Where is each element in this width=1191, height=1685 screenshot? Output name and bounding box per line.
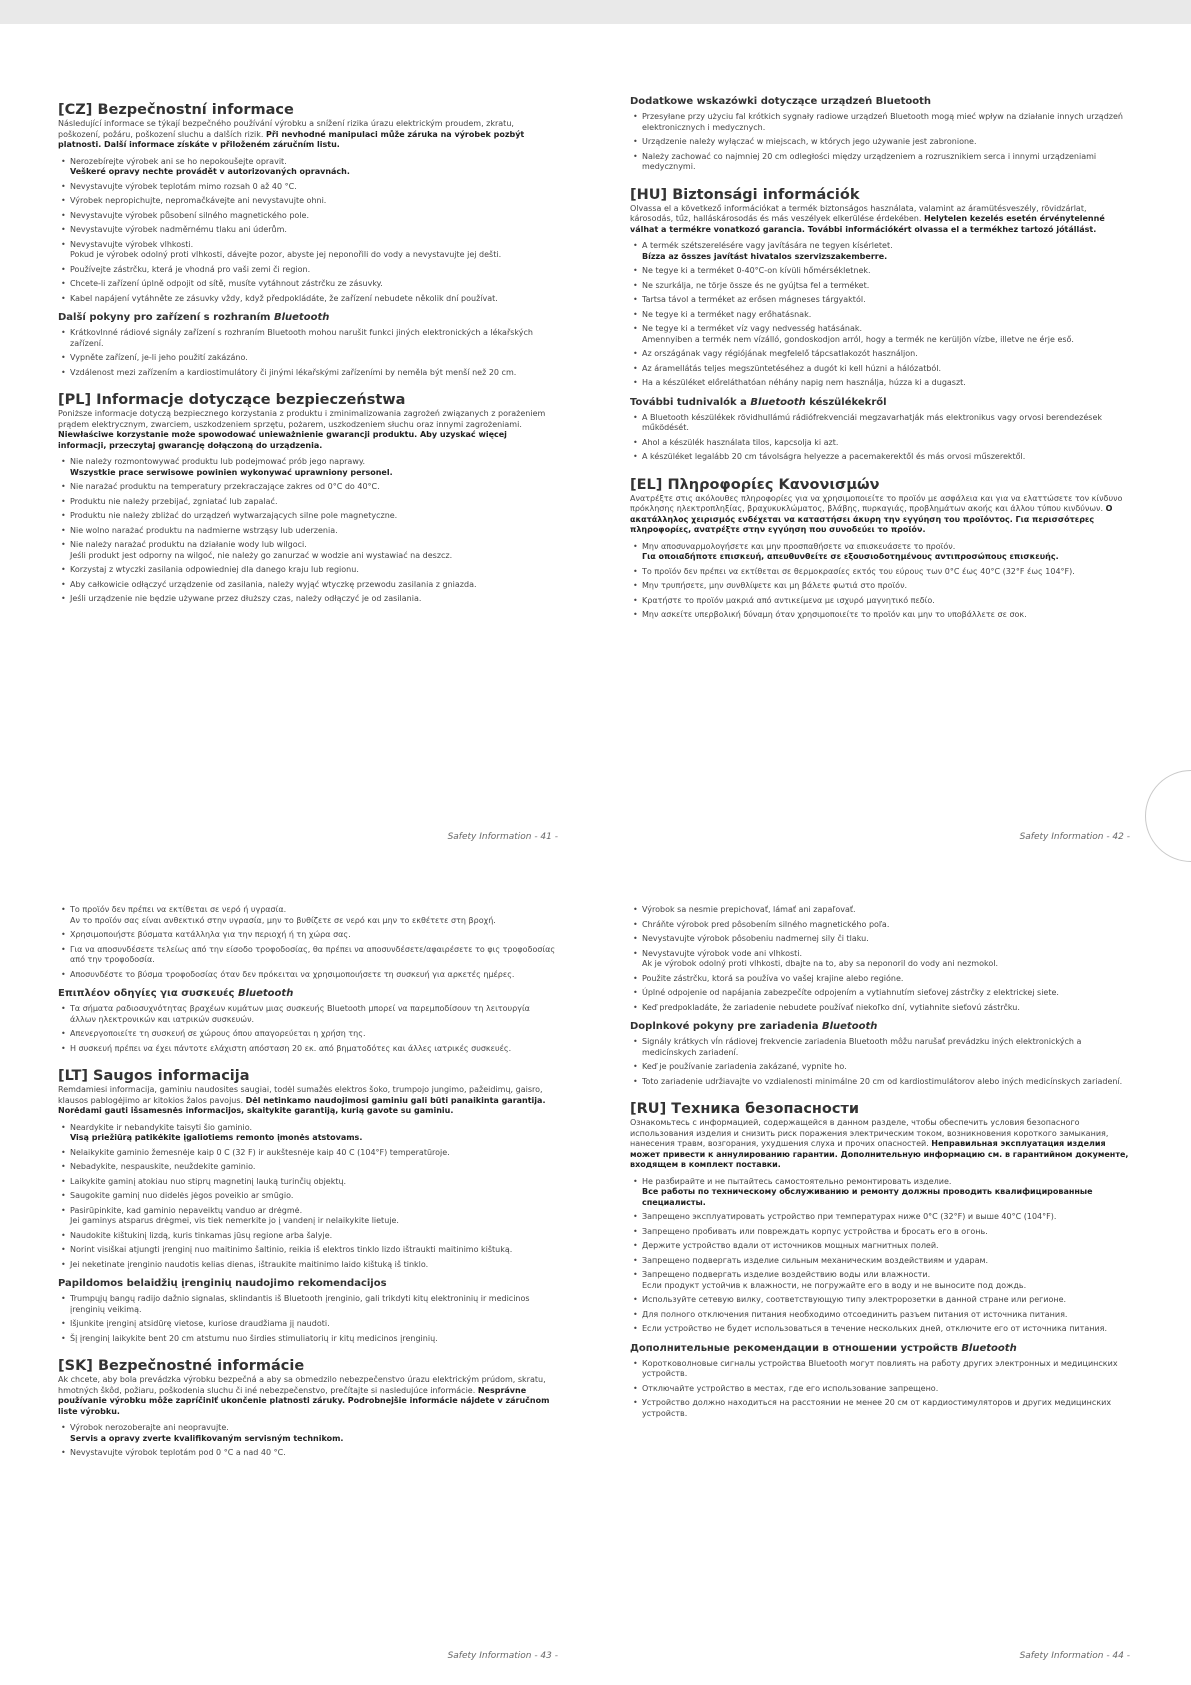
list-item-text: Nie należy rozmontowywać produktu lub podejmować prób jego naprawy. xyxy=(70,457,366,466)
list-item-text: Nevystavujte výrobek nadměrnému tlaku ani úderům. xyxy=(70,225,287,234)
list-item-emphasis: Servis a opravy zverte kvalifikovaným servisným technikom. xyxy=(70,1433,344,1443)
list-item xyxy=(70,1148,558,1159)
subsection-heading-brand: Bluetooth xyxy=(961,1342,1017,1354)
list-item-text: Kabel napájení vytáhněte ze zásuvky vždy, když předpokládáte, že zařízení nebudete několik dní používat. xyxy=(70,293,498,303)
list-item-emphasis: Visą priežiūrą patikėkite įgaliotiems remonto įmonės atstovams. xyxy=(70,1133,363,1142)
section-intro xyxy=(58,1375,558,1417)
section-intro-text: Ανατρέξτε στις ακόλουθες πληροφορίες για να χρησιμοποιείτε το προϊόν με ασφάλεια και για να ελαττώσετε τον κίνδυνο πρόκλησης ηλεκτροπληξίας, βραχυκυκλώματος, βλάβης, πυρκαγιάς, προβλημάτων ακοής και άλλου τύπου κινδύνων. xyxy=(630,493,1123,513)
list-item-text: Signály krátkych vĺn rádiovej frekvencie zariadenia Bluetooth môžu narušať prevádzku iných elektronických a medicínskych zariadení. xyxy=(642,1037,1082,1057)
list-item-text: Не разбирайте и не пытайтесь самостоятельно ремонтировать изделие. xyxy=(642,1176,952,1186)
list-item xyxy=(642,1177,1130,1209)
bullet-list xyxy=(630,1037,1130,1087)
list-item-emphasis: Все работы по техническому обслуживанию и ремонту должны проводить квалифицированные специалисты. xyxy=(642,1187,1093,1207)
list-item-text: Výrobok sa nesmie prepichovať, lámať ani zapaľovať. xyxy=(642,905,856,914)
list-item xyxy=(70,294,558,305)
list-item-text: A termék szétszerelésére vagy javítására ne tegyen kísérletet. xyxy=(642,241,893,250)
list-item xyxy=(642,1241,1130,1252)
list-item-note: Amennyiben a termék nem vízálló, gondoskodjon arról, hogy a termék ne kerüljön vízbe, illetve ne érje eső. xyxy=(642,334,1074,344)
section-intro-warning: Při nevhodné manipulaci může záruka na výrobek pozbýt platnosti. Další informace získáte v přiloženém záručním listu. xyxy=(58,129,525,149)
list-item xyxy=(70,482,558,493)
list-item xyxy=(70,1319,558,1330)
section-intro-warning: Неправильная эксплуатация изделия может привести к аннулированию гарантии. Дополнительную информацию см. в гарантийном документе, входящем в комплект поставки. xyxy=(630,1139,1129,1169)
bullet-list xyxy=(58,457,558,605)
list-item-text: Μην αποσυναρμολογήσετε και μην προσπαθήσετε να επισκευάσετε το προϊόν. xyxy=(642,541,956,551)
list-item xyxy=(642,596,1130,607)
section-intro-warning: Nesprávne používanie výrobku môže zapríčiniť ukončenie platnosti záruky. Podrobnejšie informácie nájdete v záručnom liste výrobku. xyxy=(58,1385,550,1416)
subsection-heading-text: Doplnkové pokyny pre zariadenia xyxy=(630,1021,819,1032)
list-item xyxy=(642,974,1130,985)
list-item-text: Коротковолновые сигналы устройства Bluetooth могут повлиять на работу других электронных и медицинских устройств. xyxy=(642,1358,1118,1378)
list-item-text: Aby całkowicie odłączyć urządzenie od zasilania, należy wyjąć wtyczkę przewodu zasilania z gniazda. xyxy=(70,579,477,589)
subsection-heading-brand: Bluetooth xyxy=(750,396,806,408)
list-item-text: Laikykite gaminį atokiau nuo stiprų magnetinį lauką turinčių objektų. xyxy=(70,1176,347,1186)
list-item xyxy=(70,196,558,207)
list-item-text: Nevystavujte výrobok vode ani vlhkosti. xyxy=(642,948,803,958)
bullet-list xyxy=(630,905,1130,1013)
list-item xyxy=(70,1004,558,1025)
subsection-heading-text: Další pokyny pro zařízení s rozhraním xyxy=(58,312,271,323)
list-item-text: Αποσυνδέστε το βύσμα τροφοδοσίας όταν δεν πρόκειται να χρησιμοποιήσετε τη συσκευή για αρκετές ημέρες. xyxy=(70,969,515,979)
list-item xyxy=(70,279,558,290)
footer-page-41: Safety Information - 41 - xyxy=(447,832,558,842)
list-item-text: Az áramellátás teljes megszüntetéséhez a dugót ki kell húzni a hálózatból. xyxy=(642,363,942,373)
list-item-text: Устройство должно находиться на расстоянии не менее 20 см от кардиостимуляторов и других медицинских устройств. xyxy=(642,1398,1112,1418)
list-item-text: Korzystaj z wtyczki zasilania odpowiedniej dla danego kraju lub regionu. xyxy=(70,565,359,574)
list-item xyxy=(70,182,558,193)
list-item-text: Produktu nie należy zbliżać do urządzeń wytwarzających silne pole magnetyczne. xyxy=(70,511,398,520)
list-item-text: Nie narażać produktu na temperatury przekraczające zakres od 0°C do 40°C. xyxy=(70,482,380,491)
bullet-list xyxy=(58,157,558,305)
list-item xyxy=(642,1398,1130,1419)
list-item-text: Použite zástrčku, ktorá sa používa vo vašej krajine alebo regióne. xyxy=(642,973,904,983)
list-item-text: Saugokite gaminį nuo didelės jėgos poveikio ar smūgio. xyxy=(70,1191,294,1200)
list-item-text: Nie wolno narażać produktu na nadmierne wstrząsy lub uderzenia. xyxy=(70,525,338,535)
list-item xyxy=(642,1212,1130,1223)
bullet-list xyxy=(58,328,558,378)
bullet-list xyxy=(630,413,1130,463)
section-heading: [EL] Πληροφορίες Κανονισμών xyxy=(630,476,880,493)
list-item xyxy=(70,594,558,605)
list-item-text: Przesyłane przy użyciu fal krótkich sygnały radiowe urządzeń Bluetooth mogą mieć wpływ na działanie innych urządzeń elektronicznych i medycznych. xyxy=(642,112,1123,132)
list-item xyxy=(70,905,558,926)
list-item-text: Šį įrenginį laikykite bent 20 cm atstumu nuo širdies stimuliatorių ir kitų medicinos įrenginių. xyxy=(70,1333,438,1343)
list-item xyxy=(70,1245,558,1256)
list-item xyxy=(70,240,558,261)
list-item-text: Τα σήματα ραδιοσυχνότητας βραχέων κυμάτων μιας συσκευής Bluetooth μπορεί να παρεμποδίσουν τη λειτουργία άλλων ηλεκτρονικών και ιατρικών συσκευών. xyxy=(70,1004,530,1024)
footer-page-42: Safety Information - 42 - xyxy=(1019,832,1130,842)
bullet-list xyxy=(58,1294,558,1344)
section-intro xyxy=(58,409,558,451)
list-item xyxy=(70,1294,558,1315)
list-item-text: Išjunkite įrenginį atsidūrę vietose, kuriose draudžiama jį naudoti. xyxy=(70,1319,330,1328)
list-item xyxy=(70,526,558,537)
list-item-text: Для полного отключения питания необходимо отсоединить разъем питания от источника питания. xyxy=(642,1309,1068,1319)
list-item xyxy=(642,281,1130,292)
subsection-heading-text: Dodatkowe wskazówki dotyczące urządzeń Bluetooth xyxy=(630,96,932,107)
page-43 xyxy=(58,905,558,1605)
list-item-text: Nelaikykite gaminio žemesnėje kaip 0 C (32 F) ir aukštesnėje kaip 40 C (104°F) temperatūroje. xyxy=(70,1147,450,1157)
section-heading: [CZ] Bezpečnostní informace xyxy=(58,102,294,118)
list-item xyxy=(70,1206,558,1227)
list-item-text: Nevystavujte výrobek vlhkosti. xyxy=(70,239,194,249)
section-intro-text: Olvassa el a következő információkat a termék biztonságos használata, valamint az áramütésveszély, rövidzárlat, károsodás, tűz, halláskárosodás és más veszélyek elkerülése érdekében. xyxy=(630,203,1087,223)
list-item-text: Κρατήστε το προϊόν μακριά από αντικείμενα με ισχυρό μαγνητικό πεδίο. xyxy=(642,595,935,605)
list-item xyxy=(642,1384,1130,1395)
list-item xyxy=(642,349,1130,360)
list-item-text: Nebadykite, nespauskite, neuždekite gaminio. xyxy=(70,1162,256,1171)
subsection-heading-text: További tudnivalók a xyxy=(630,396,747,408)
subsection-heading-text: Papildomos belaidžių įrenginių naudojimo rekomendacijos xyxy=(58,1278,387,1289)
list-item-text: Krátkovlnné rádiové signály zařízení s rozhraním Bluetooth mohou narušit funkci jiných elektronických a lékařských zařízení. xyxy=(70,328,533,348)
list-item-text: Urządzenie należy wyłączać w miejscach, w których jego używanie jest zabronione. xyxy=(642,137,977,146)
list-item xyxy=(70,211,558,222)
list-item xyxy=(642,610,1130,621)
list-item-text: Запрещено подвергать изделие воздействию воды или влажности. xyxy=(642,1270,931,1279)
list-item xyxy=(642,452,1130,463)
list-item-text: Используйте сетевую вилку, соответствующую типу электророзетки в данной стране или регионе. xyxy=(642,1295,1067,1304)
subsection-heading xyxy=(630,96,1130,108)
list-item xyxy=(642,988,1130,999)
list-item xyxy=(642,542,1130,563)
list-item-text: Ne tegye ki a terméket 0-40°C-on kívüli hőmérsékletnek. xyxy=(642,266,871,275)
list-item-note: Jeśli produkt jest odporny na wilgoć, nie należy go zanurzać w wodzie ani wystawiać na deszcz. xyxy=(70,550,453,560)
list-item xyxy=(70,225,558,236)
list-item xyxy=(642,567,1130,578)
subsection-heading xyxy=(58,312,558,324)
section-intro-text: Poniższe informacje dotyczą bezpiecznego korzystania z produktu i zminimalizowania zagrożeń związanych z porażeniem prądem elektrycznym, zwarciem, uszkodzeniem sprzętu, pożarem, uszkodzeniem słuchu oraz innymi zagrożeniami. xyxy=(58,409,546,429)
list-item xyxy=(70,457,558,478)
bullet-list xyxy=(58,905,558,980)
list-item-text: Запрещено пробивать или повреждать корпус устройства и бросать его в огонь. xyxy=(642,1226,988,1236)
list-item xyxy=(642,920,1130,931)
list-item-text: Výrobok nerozoberajte ani neopravujte. xyxy=(70,1423,229,1432)
list-item xyxy=(70,1334,558,1345)
list-item-text: A készüléket legalább 20 cm távolságra helyezze a pacemakerektől és más orvosi műszerektől. xyxy=(642,452,1026,461)
list-item-text: Если устройство не будет использоваться в течение нескольких дней, отключите его от источника питания. xyxy=(642,1324,1108,1333)
list-item-text: Μην τρυπήσετε, μην συνθλίψετε και μη βάλετε φωτιά στο προϊόν. xyxy=(642,581,908,590)
list-item xyxy=(642,949,1130,970)
bullet-list xyxy=(630,542,1130,621)
section-intro xyxy=(58,1085,558,1117)
list-item-note: Pokud je výrobek odolný proti vlhkosti, dávejte pozor, abyste jej neponořili do vody a nevystavujte jej dešti. xyxy=(70,250,502,259)
list-item xyxy=(642,112,1130,133)
list-item xyxy=(642,1310,1130,1321)
list-item xyxy=(642,1295,1130,1306)
margin-stamp-mark xyxy=(1145,770,1191,862)
list-item xyxy=(642,1003,1130,1014)
list-item-text: Jei neketinate įrenginio naudotis kelias dienas, ištraukite maitinimo laido kištuką iš tinklo. xyxy=(70,1259,429,1269)
list-item-text: Jeśli urządzenie nie będzie używane przez dłuższy czas, należy odłączyć je od zasilania. xyxy=(70,594,422,603)
list-item-text: Απενεργοποιείτε τη συσκευή σε χώρους όπου απαγορεύεται η χρήση της. xyxy=(70,1029,366,1038)
list-item xyxy=(70,265,558,276)
list-item-text: A Bluetooth készülékek rövidhullámú rádiófrekvenciái megzavarhatják más elektronikus vagy orvosi berendezések működését. xyxy=(642,412,1103,432)
list-item xyxy=(642,152,1130,173)
list-item-emphasis: Για οποιαδήποτε επισκευή, απευθυνθείτε σε εξουσιοδοτημένους αντιπροσώπους επισκευής. xyxy=(642,552,1059,561)
list-item-text: Отключайте устройство в местах, где его использование запрещено. xyxy=(642,1383,939,1393)
list-item-text: Keď je používanie zariadenia zakázané, vypnite ho. xyxy=(642,1062,847,1071)
list-item-text: Tartsa távol a terméket az erősen mágneses tárgyaktól. xyxy=(642,295,866,304)
list-item xyxy=(642,413,1130,434)
list-item xyxy=(642,438,1130,449)
section-heading: [LT] Saugos informacija xyxy=(58,1068,250,1084)
list-item xyxy=(70,497,558,508)
subsection-heading-text: Дополнительные рекомендации в отношении устройств xyxy=(630,1342,958,1354)
list-item-text: Toto zariadenie udržiavajte vo vzdialenosti minimálne 20 cm od kardiostimulátorov alebo iných medicínskych zariadení. xyxy=(642,1076,1123,1086)
list-item-text: Nevystavujte výrobok pôsobeniu nadmernej sily či tlaku. xyxy=(642,934,869,943)
list-item xyxy=(70,930,558,941)
list-item xyxy=(70,353,558,364)
bullet-list xyxy=(58,1423,558,1459)
list-item xyxy=(642,364,1130,375)
section-intro xyxy=(630,1118,1130,1171)
list-item-text: Το προϊόν δεν πρέπει να εκτίθεται σε νερό ή υγρασία. xyxy=(70,905,287,914)
list-item xyxy=(642,241,1130,262)
subsection-heading xyxy=(58,1278,558,1290)
list-item xyxy=(70,157,558,178)
list-item-text: Chráňte výrobok pred pôsobením silného magnetického poľa. xyxy=(642,919,890,929)
section-intro xyxy=(630,494,1130,536)
list-item-text: Produktu nie należy przebijać, zgniatać lub zapalać. xyxy=(70,496,278,506)
list-item xyxy=(70,328,558,349)
list-item xyxy=(642,137,1130,148)
list-item-text: Az országának vagy régiójának megfelelő tápcsatlakozót használjon. xyxy=(642,349,918,358)
list-item xyxy=(642,1077,1130,1088)
list-item-text: Ahol a készülék használata tilos, kapcsolja ki azt. xyxy=(642,437,839,447)
subsection-heading xyxy=(630,1343,1130,1355)
list-item-text: Keď predpokladáte, že zariadenie nebudete používať niekoľko dní, vytiahnite sieťovú zástrčku. xyxy=(642,1002,1020,1012)
list-item xyxy=(70,1029,558,1040)
list-item-text: Μην ασκείτε υπερβολική δύναμη όταν χρησιμοποιείτε το προϊόν και μην το υποβάλλετε σε σοκ. xyxy=(642,610,1027,619)
list-item-text: Ne tegye ki a terméket nagy erőhatásnak. xyxy=(642,309,812,319)
bullet-list xyxy=(58,1123,558,1271)
list-item-text: Запрещено подвергать изделие сильным механическим воздействиям и ударам. xyxy=(642,1255,989,1265)
list-item-text: Vzdálenost mezi zařízením a kardiostimulátory či jinými lékařskými zařízeními by neměla být menší než 20 cm. xyxy=(70,367,517,377)
list-item xyxy=(642,378,1130,389)
list-item-note: Если продукт устойчив к влажности, не погружайте его в воду и не выносите под дождь. xyxy=(642,1280,1027,1290)
list-item xyxy=(70,1448,558,1459)
list-item xyxy=(70,1423,558,1444)
list-item-text: Η συσκευή πρέπει να έχει πάντοτε ελάχιστη απόσταση 20 εκ. από βηματοδότες και άλλες ιατρικές συσκευές. xyxy=(70,1043,512,1053)
bullet-list xyxy=(630,1177,1130,1335)
list-item xyxy=(642,1256,1130,1267)
section-heading: [RU] Техника безопасности xyxy=(630,1101,860,1117)
list-item-note: Ak je výrobok odolný proti vlhkosti, dbajte na to, aby sa neponoril do vody ani nezmokol. xyxy=(642,959,998,968)
list-item-text: Norint visiškai atjungti įrenginį nuo maitinimo šaltinio, reikia iš elektros tinklo lizdo ištraukti maitinimo kištuką. xyxy=(70,1245,513,1254)
list-item-text: Naudokite kištukinį lizdą, kuris tinkamas jūsų regione arba šalyje. xyxy=(70,1230,333,1240)
list-item xyxy=(642,1037,1130,1058)
list-item-text: Держите устройство вдали от источников мощных магнитных полей. xyxy=(642,1241,939,1250)
list-item-emphasis: Wszystkie prace serwisowe powinien wykonywać uprawniony personel. xyxy=(70,467,393,477)
list-item-text: Ne tegye ki a terméket víz vagy nedvesség hatásának. xyxy=(642,324,863,333)
scan-top-edge xyxy=(0,0,1191,24)
list-item xyxy=(70,1044,558,1055)
bullet-list xyxy=(630,1359,1130,1420)
list-item xyxy=(642,1227,1130,1238)
list-item-note: Αν το προϊόν σας είναι ανθεκτικό στην υγρασία, μην το βυθίζετε σε νερό και μην το εκθέτετε στη βροχή. xyxy=(70,915,496,925)
list-item xyxy=(70,368,558,379)
list-item xyxy=(642,581,1130,592)
page-41 xyxy=(58,96,558,831)
section-intro-text: Remdamiesi informacija, gaminiu naudosites saugiai, todėl sumažės elektros šoko, trumpojo jungimo, pažeidimų, gaisro, klausos pablogėjimo ar kitokios žalos pavojus. xyxy=(58,1085,543,1105)
footer-page-44: Safety Information - 44 - xyxy=(1019,1651,1130,1661)
list-item-note: Jei gaminys atsparus drėgmei, vis tiek nemerkite jo į vandenį ir nelaikykite lietuje. xyxy=(70,1216,399,1225)
list-item xyxy=(70,945,558,966)
list-item xyxy=(642,266,1130,277)
subsection-heading xyxy=(630,1021,1130,1033)
section-intro-warning: Helytelen kezelés esetén érvénytelenné válhat a termékre vonatkozó garancia. További információkért olvassa el a termékhez tartozó jótállást. xyxy=(630,214,1105,234)
list-item-text: Należy zachować co najmniej 20 cm odległości między urządzeniem a rozrusznikiem serca i innymi urządzeniami medycznymi. xyxy=(642,151,1097,171)
list-item xyxy=(70,1177,558,1188)
list-item xyxy=(642,310,1130,321)
list-item xyxy=(70,1191,558,1202)
list-item xyxy=(70,1123,558,1144)
list-item xyxy=(70,1231,558,1242)
page-44 xyxy=(630,905,1130,1605)
list-item-text: Neardykite ir nebandykite taisyti šio gaminio. xyxy=(70,1122,253,1132)
section-intro-warning: Ο ακατάλληλος χειρισμός ενδέχεται να καταστήσει άκυρη την εγγύηση του προϊόντος. Για περισσότερες πληροφορίες, ανατρέξτε στην εγγύηση που συνοδεύει το προϊόν. xyxy=(630,504,1113,534)
list-item-text: Úplné odpojenie od napájania zabezpečíte odpojením a vytiahnutím sieťovej zástrčky z elektrickej siete. xyxy=(642,988,1059,997)
list-item xyxy=(70,1260,558,1271)
subsection-heading-brand: Bluetooth xyxy=(237,988,294,999)
section-intro xyxy=(630,204,1130,236)
list-item xyxy=(642,1270,1130,1291)
list-item-text: Nerozebírejte výrobek ani se ho nepokoušejte opravit. xyxy=(70,156,287,166)
list-item-text: Trumpųjų bangų radijo dažnio signalas, sklindantis iš Bluetooth įrenginio, gali trikdyti kitų elektroninių ir medicinos įrenginių veikimą. xyxy=(70,1294,530,1314)
subsection-heading xyxy=(58,988,558,1000)
list-item-text: Ha a készüléket előreláthatóan néhány napig nem használja, húzza ki a dugaszt. xyxy=(642,378,966,387)
subsection-heading-brand: Bluetooth xyxy=(821,1021,878,1032)
list-item-text: Nevystavujte výrobek působení silného magnetického pole. xyxy=(70,210,309,220)
bullet-list xyxy=(58,1004,558,1054)
list-item-emphasis: Veškeré opravy nechte provádět v autorizovaných opravnách. xyxy=(70,167,350,176)
list-item-text: Pasirūpinkite, kad gaminio nepaveiktų vanduo ar drėgmė. xyxy=(70,1205,303,1215)
page-42 xyxy=(630,96,1130,831)
bullet-list xyxy=(630,241,1130,389)
list-item xyxy=(642,934,1130,945)
list-item xyxy=(70,580,558,591)
list-item-text: Vypněte zařízení, je-li jeho použití zakázáno. xyxy=(70,353,248,362)
list-item-text: Výrobek nepropichujte, nepromačkávejte ani nevystavujte ohni. xyxy=(70,196,327,205)
list-item xyxy=(642,1062,1130,1073)
list-item xyxy=(642,1359,1130,1380)
subsection-heading-suffix: készülékekről xyxy=(809,396,887,408)
list-item-text: Nevystavujte výrobok teplotám pod 0 °C a nad 40 °C. xyxy=(70,1448,286,1457)
list-item-text: Nevystavujte výrobek teplotám mimo rozsah 0 až 40 °C. xyxy=(70,181,297,191)
footer-page-43: Safety Information - 43 - xyxy=(447,1651,558,1661)
list-item-text: Nie należy narażać produktu na działanie wody lub wilgoci. xyxy=(70,540,307,549)
bullet-list xyxy=(630,112,1130,173)
list-item-text: Запрещено эксплуатировать устройство при температурах ниже 0°C (32°F) и выше 40°C (104°F). xyxy=(642,1212,1057,1221)
list-item-text: Chcete-li zařízení úplně odpojit od sítě, musíte vytáhnout zástrčku ze zásuvky. xyxy=(70,279,383,288)
section-intro-warning: Niewłaściwe korzystanie może spowodować unieważnienie gwarancji produktu. Aby uzyskać więcej informacji, przeczytaj gwarancję dołączoną do urządzenia. xyxy=(58,430,507,450)
list-item xyxy=(642,295,1130,306)
list-item-emphasis: Bízza az összes javítást hivatalos szervizszakemberre. xyxy=(642,251,888,261)
list-item-text: Το προϊόν δεν πρέπει να εκτίθεται σε θερμοκρασίες εκτός του εύρους των 0°C έως 40°C (32°F έως 104°F). xyxy=(642,566,1075,576)
section-intro-text: Ознакомьтесь с информацией, содержащейся в данном разделе, чтобы обеспечить условия безопасного использования изделия и снизить риск поражения электрическим током, возникновения короткого замыкания, нанесения травм, возгорания, ухудшения слуха и прочих опасностей. xyxy=(630,1118,1109,1148)
list-item-text: Používejte zástrčku, která je vhodná pro vaši zemi či region. xyxy=(70,264,311,274)
subsection-heading xyxy=(630,397,1130,409)
subsection-heading-text: Επιπλέον οδηγίες για συσκευές xyxy=(58,988,235,999)
list-item xyxy=(70,565,558,576)
section-heading: [HU] Biztonsági információk xyxy=(630,186,860,203)
subsection-heading-brand: Bluetooth xyxy=(273,312,330,323)
section-intro-text: Ak chcete, aby bola prevádzka výrobku bezpečná a aby sa obmedzilo nebezpečenstvo úrazu elektrickým prúdom, skratu, hmotných škôd, požiaru, poškodenia sluchu či iné nebezpečenstvo, prečítajte si nasledujúce informácie. xyxy=(58,1375,546,1395)
section-intro-warning: Dėl netinkamo naudojimosi gaminiu gali būti panaikinta garantija. Norėdami gauti išsamesnės informacijos, skaitykite garantiją, kurią gavote su gaminiu. xyxy=(58,1095,546,1115)
list-item xyxy=(642,324,1130,345)
list-item xyxy=(70,511,558,522)
section-heading: [SK] Bezpečnostné informácie xyxy=(58,1358,305,1374)
list-item xyxy=(70,540,558,561)
section-intro-text: Následující informace se týkají bezpečného používání výrobku a snížení rizika úrazu elektrickým proudem, zkratu, poškození, požáru, poškození sluchu a dalších rizik. xyxy=(58,119,514,139)
list-item xyxy=(70,970,558,981)
list-item-text: Ne szurkálja, ne törje össze és ne gyújtsa fel a terméket. xyxy=(642,280,870,290)
list-item-text: Χρησιμοποιήστε βύσματα κατάλληλα για την περιοχή ή τη χώρα σας. xyxy=(70,930,351,939)
list-item xyxy=(70,1162,558,1173)
list-item xyxy=(642,1324,1130,1335)
section-intro xyxy=(58,119,558,151)
section-heading: [PL] Informacje dotyczące bezpieczeństwa xyxy=(58,392,406,408)
list-item-text: Για να αποσυνδέσετε τελείως από την είσοδο τροφοδοσίας, θα πρέπει να αποσυνδέσετε/αφαιρέσετε το φις τροφοδοσίας από την τροφοδοσία. xyxy=(70,944,556,964)
list-item xyxy=(642,905,1130,916)
